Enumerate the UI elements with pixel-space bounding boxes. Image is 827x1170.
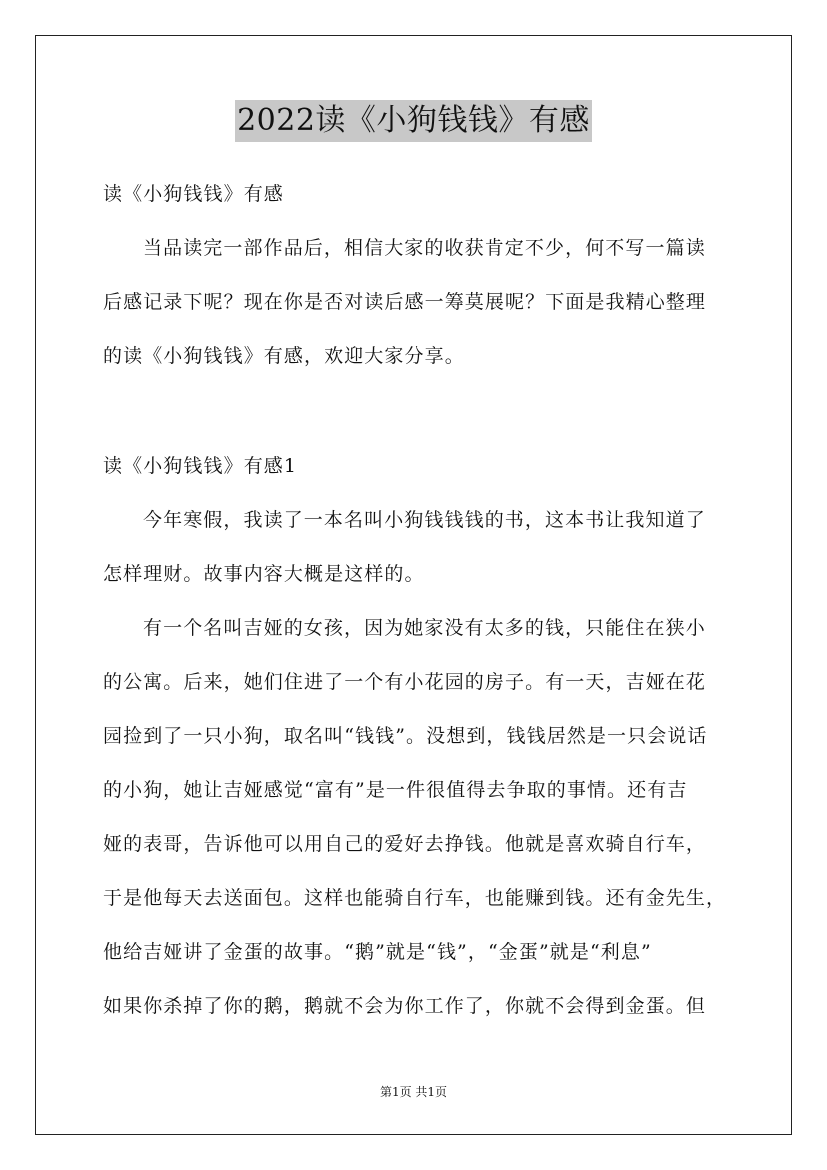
paragraph-line: 当品读完一部作品后，相信大家的收获肯定不少，何不写一篇读 [143, 237, 706, 259]
paragraph-line: 今年寒假，我读了一本名叫小狗钱钱钱的书，这本书让我知道了 [143, 509, 706, 531]
paragraph-line: 的小狗，她让吉娅感觉“富有”是一件很值得去争取的事情。还有吉 [103, 779, 688, 801]
paragraph-line: 有一个名叫吉娅的女孩，因为她家没有太多的钱，只能住在狭小 [143, 617, 706, 639]
document-title: 2022读《小狗钱钱》有感 [235, 100, 592, 142]
paragraph-line: 他给吉娅讲了金蛋的故事。“鹅”就是“钱”，“金蛋”就是“利息” [103, 941, 652, 963]
title-container [35, 100, 792, 142]
paragraph-line: 于是他每天去送面包。这样也能骑自行车，也能赚到钱。还有金先生， [103, 887, 727, 909]
paragraph-line: 的公寓。后来，她们住进了一个有小花园的房子。有一天，吉娅在花 [103, 671, 707, 693]
paragraph-line: 园捡到了一只小狗，取名叫“钱钱”。没想到，钱钱居然是一只会说话 [103, 725, 708, 747]
paragraph-line: 的读《小狗钱钱》有感，欢迎大家分享。 [103, 345, 465, 367]
paragraph-line: 后感记录下呢？现在你是否对读后感一筹莫展呢？下面是我精心整理 [103, 291, 707, 313]
section-heading: 读《小狗钱钱》有感1 [103, 455, 298, 477]
paragraph-line: 娅的表哥，告诉他可以用自己的爱好去挣钱。他就是喜欢骑自行车， [103, 833, 707, 855]
page-footer: 第1页 共1页 [379, 1085, 448, 1099]
paragraph-line: 怎样理财。故事内容大概是这样的。 [103, 563, 425, 585]
section-heading: 读《小狗钱钱》有感 [103, 183, 284, 205]
paragraph-line: 如果你杀掉了你的鹅，鹅就不会为你工作了，你就不会得到金蛋。但 [103, 995, 707, 1017]
